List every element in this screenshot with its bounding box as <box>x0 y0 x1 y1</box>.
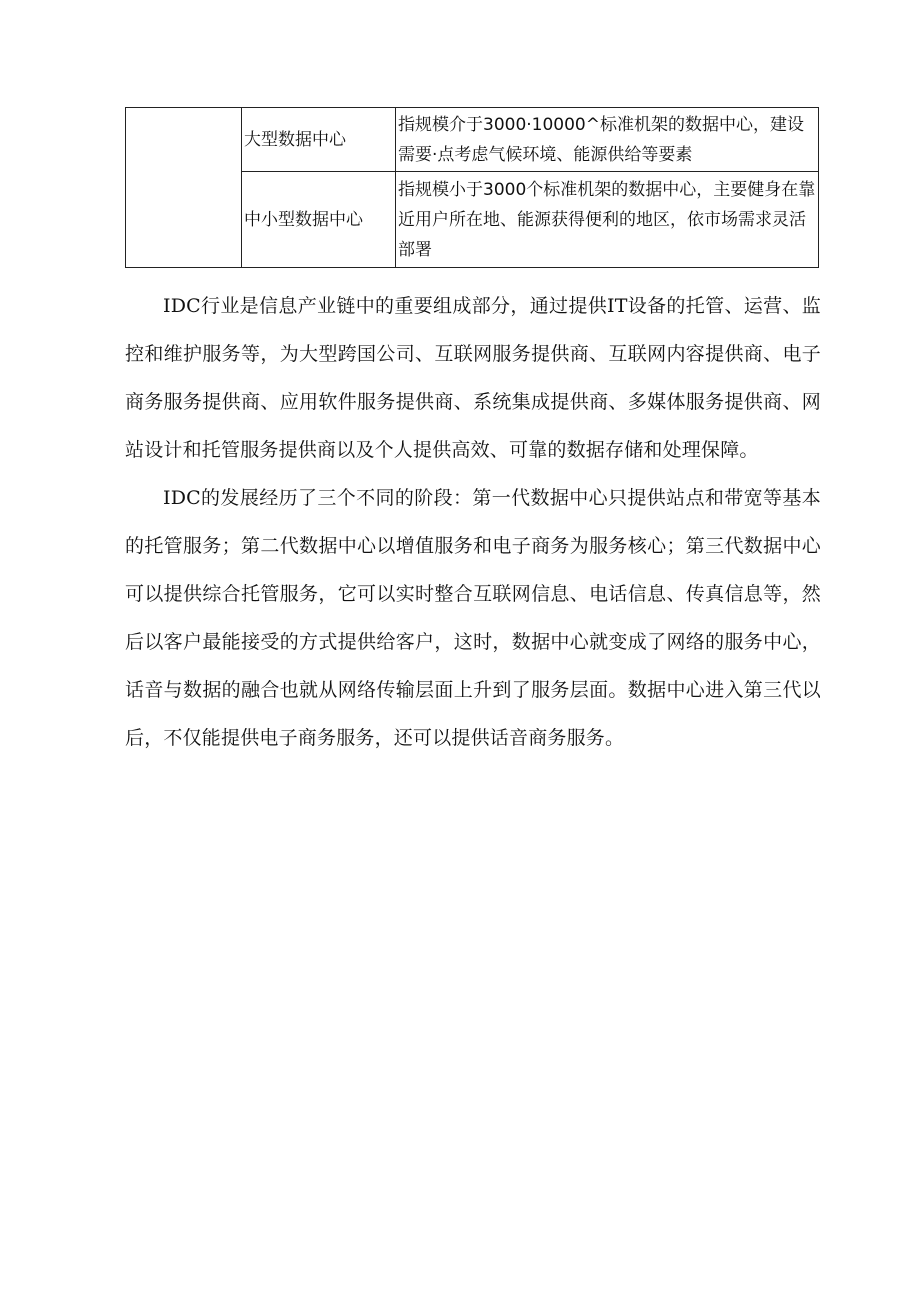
category-cell <box>126 108 242 268</box>
paragraph-idc-development: IDC的发展经历了三个不同的阶段：第一代数据中心只提供站点和带宽等基本的托管服务；第二代数据中心以增值服务和电子商务为服务核心；第三代数据中心可以提供综合托管服务，它可以实时整合互联网信息、电话信息、传真信息等，然后以客户最能接受的方式提供给客户，这时，数据中心就变成了网络的服务中心，话音与数据的融合也就从网络传输层面上升到了服务层面。数据中心进入第三代以后，不仅能提供电子商务服务，还可以提供话音商务服务。 <box>125 487 821 749</box>
paragraph-idc-industry: IDC行业是信息产业链中的重要组成部分，通过提供IT设备的托管、运营、监控和维护服务等，为大型跨国公司、互联网服务提供商、互联网内容提供商、电子商务服务提供商、应用软件服务提供商、系统集成提供商、多媒体服务提供商、网站设计和托管服务提供商以及个人提供高效、可靠的数据存储和处理保障。 <box>125 295 821 461</box>
description-cell: 指规模介于3000·10000^标准机架的数据中心，建设需要·点考虑气候环境、能源供给等要素 <box>396 108 819 172</box>
description-cell: 指规模小于3000个标准机架的数据中心，主要健身在靠近用户所在地、能源获得便利的地区，依市场需求灵活部署 <box>396 172 819 268</box>
type-cell: 大型数据中心 <box>242 108 396 172</box>
data-center-table <box>125 107 819 268</box>
type-cell: 中小型数据中心 <box>242 172 396 268</box>
table-row <box>126 108 819 172</box>
